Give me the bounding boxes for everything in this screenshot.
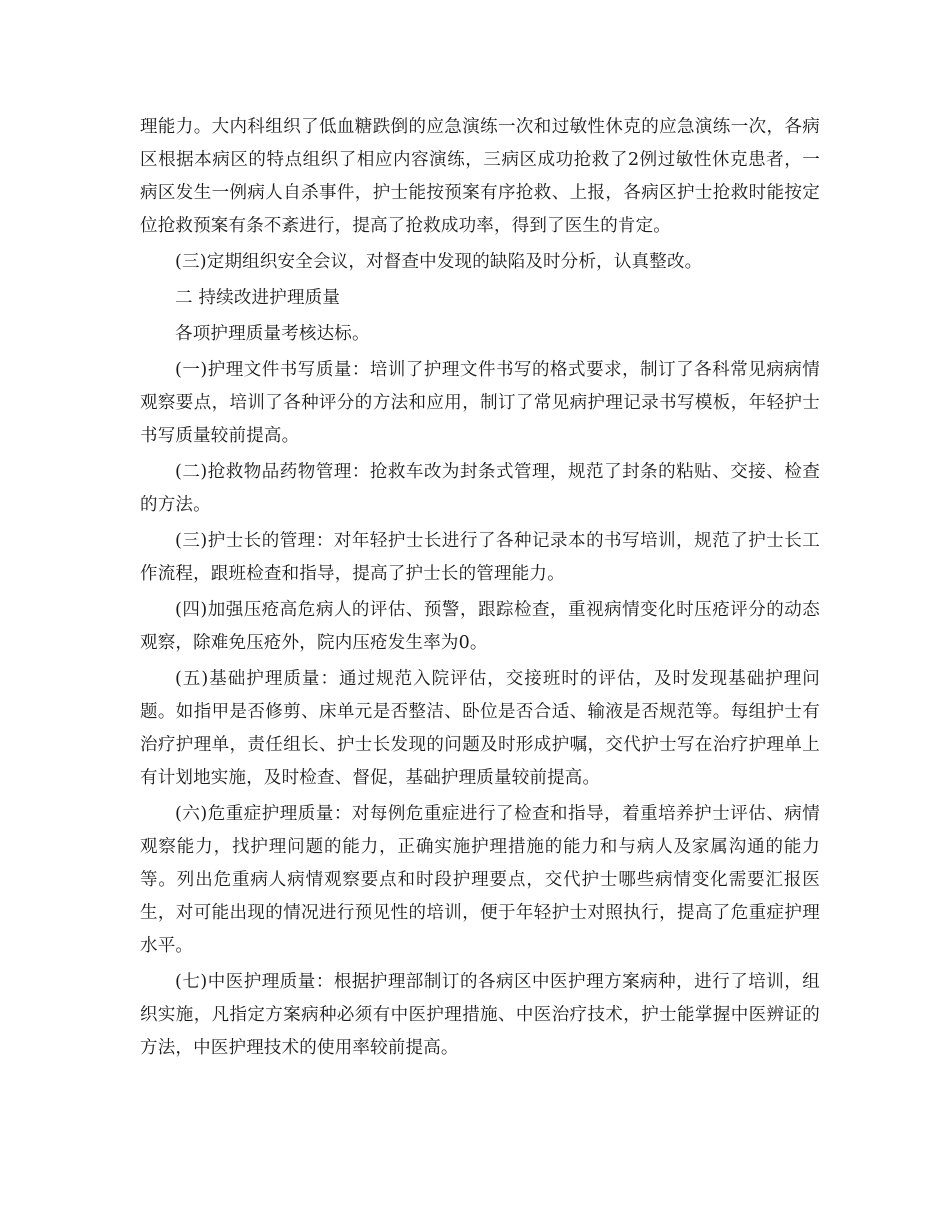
paragraph-continuation: 理能力。大内科组织了低血糖跌倒的应急演练一次和过敏性休克的应急演练一次，各病区根据本病区的特点组织了相应内容演练，三病区成功抢救了2例过敏性休克患者，一病区发生一例病人自杀事件，护士能按预案有序抢救、上报，各病区护士抢救时能按定位抢救预案有条不紊进行，提高了抢救成功率，得到了医生的肯定。 — [140, 117, 820, 236]
paragraph-tcm-nursing: (七)中医护理质量：根据护理部制订的各病区中医护理方案病种，进行了培训，组织实施，凡指定方案病种必须有中医护理措施、中医治疗技术，护士能掌握中医辨证的方法，中医护理技术的使用率较前提高。 — [140, 972, 820, 1058]
paragraph-quality-standard: 各项护理质量考核达标。 — [175, 324, 370, 344]
paragraph-safety-meeting: (三)定期组织安全会议，对督查中发现的缺陷及时分析，认真整改。 — [175, 252, 703, 272]
paragraph-head-nurse-management: (三)护士长的管理：对年轻护士长进行了各种记录本的书写培训，规范了护士长工作流程，跟班检查和指导，提高了护士长的管理能力。 — [140, 531, 820, 584]
paragraph-rescue-supplies: (二)抢救物品药物管理：抢救车改为封条式管理，规范了封条的粘贴、交接、检查的方法。 — [140, 462, 820, 515]
section-heading-quality: 二 持续改进护理质量 — [175, 288, 341, 308]
paragraph-pressure-ulcer: (四)加强压疮高危病人的评估、预警，跟踪检查，重视病情变化时压疮评分的动态观察，除难免压疮外，院内压疮发生率为0。 — [140, 600, 820, 653]
paragraph-basic-nursing: (五)基础护理质量：通过规范入院评估，交接班时的评估，及时发现基础护理问题。如指甲是否修剪、床单元是否整洁、卧位是否合适、输液是否规范等。每组护士有治疗护理单，责任组长、护士长发现的问题及时形成护嘱，交代护士写在治疗护理单上有计划地实施，及时检查、督促，基础护理质量较前提高。 — [140, 669, 820, 788]
paragraph-documentation-quality: (一)护理文件书写质量：培训了护理文件书写的格式要求，制订了各科常见病病情观察要点，培训了各种评分的方法和应用，制订了常见病护理记录书写模板，年轻护士书写质量较前提高。 — [140, 360, 820, 446]
document-body — [140, 111, 820, 1068]
paragraph-critical-care: (六)危重症护理质量：对每例危重症进行了检查和指导，着重培养护士评估、病情观察能力，找护理问题的能力，正确实施护理措施的能力和与病人及家属沟通的能力等。列出危重病人病情观察要点和时段护理要点，交代护士哪些病情变化需要汇报医生，对可能出现的情况进行预见性的培训，便于年轻护士对照执行，提高了危重症护理水平。 — [140, 804, 820, 956]
